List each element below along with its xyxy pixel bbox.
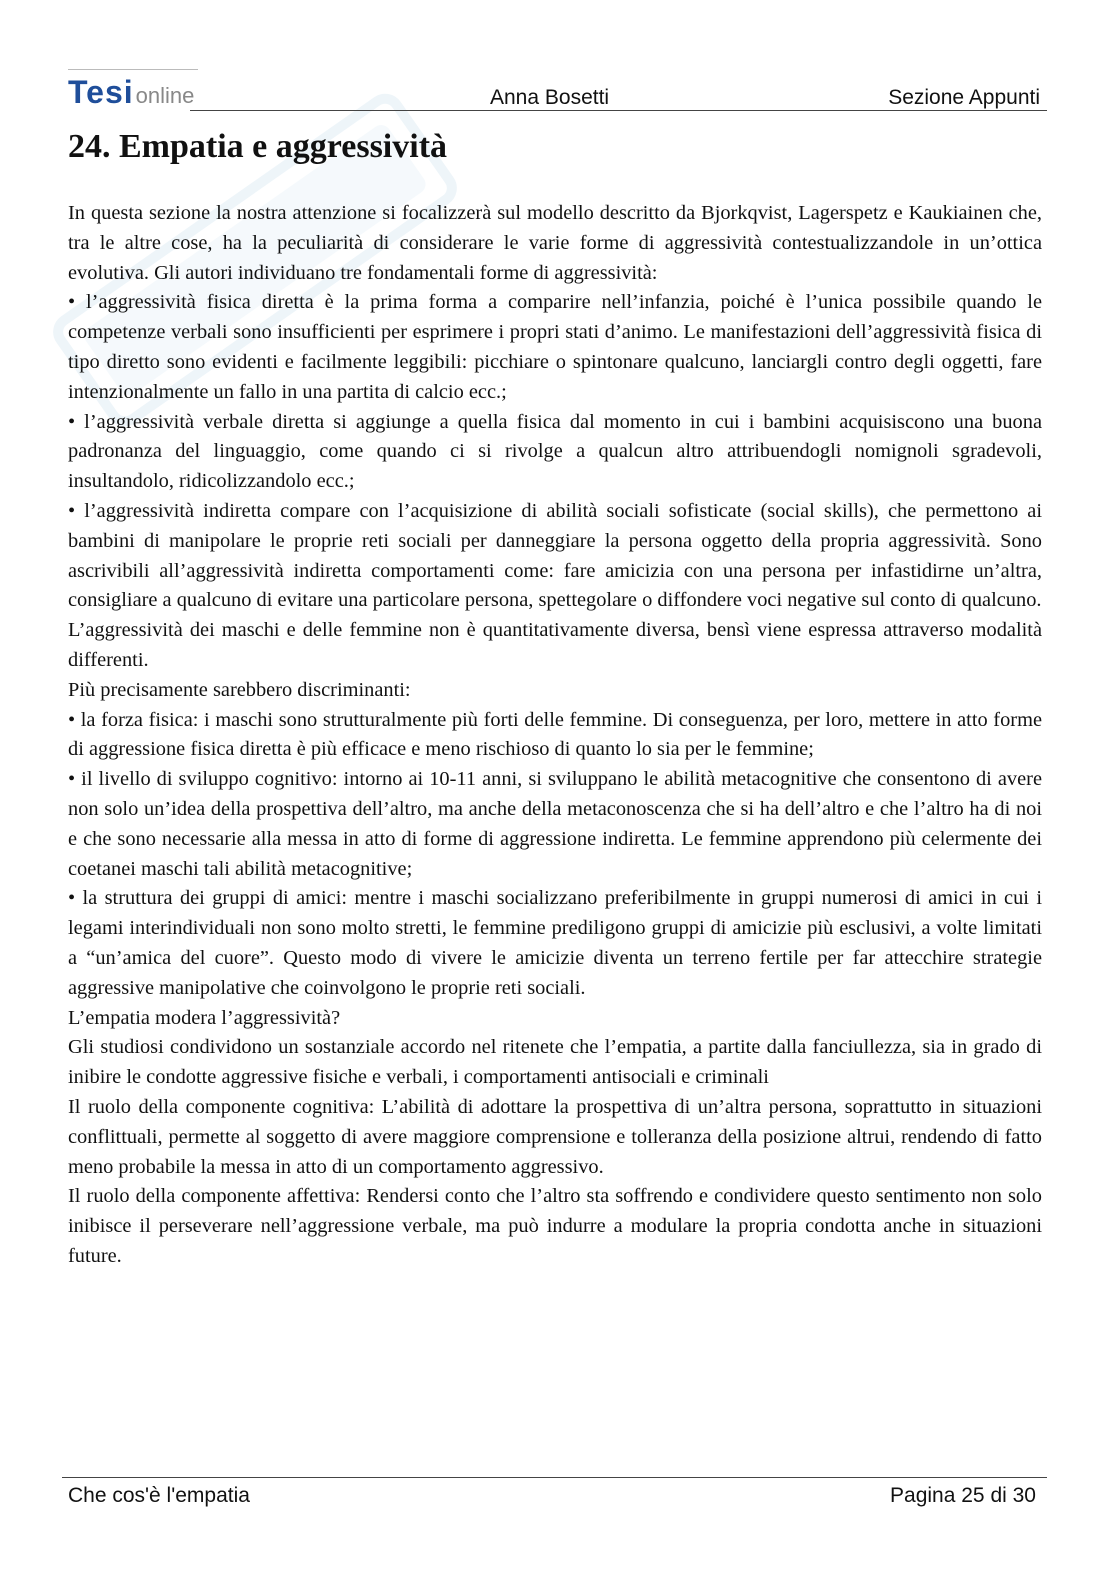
page-title: 24. Empatia e aggressività: [68, 128, 448, 165]
bullet-paragraph: • l’aggressività fisica diretta è la prima forma a comparire nell’infanzia, poiché è l’unica possibile quando le competenze verbali sono insufficienti per esprimere i propri stati d’animo. Le manifestazioni dell’aggressività fisica di tipo diretto sono evidenti e facilmente leggibili: picchiare o spintonare qualcuno, lanciargli contro degli oggetti, fare intenzionalmente un fallo in una partita di calcio ecc.;: [68, 291, 1042, 403]
bullet-paragraph: • la struttura dei gruppi di amici: mentre i maschi socializzano preferibilmente in gruppi numerosi di amici in cui i legami interindividuali non sono molto stretti, le femmine prediligono gruppi di amicizie più esclusivi, a volte limitati a “un’amica del cuore”. Questo modo di vivere le amicizie diventa un terreno fertile per far attecchire strategie aggressive manipolative che coinvolgono le proprie reti sociali.: [68, 887, 1042, 999]
paragraph: Il ruolo della componente affettiva: Rendersi conto che l’altro sta soffrendo e condividere questo sentimento non solo inibisce il perseverare nell’aggressione verbale, ma può indurre a modulare la propria condotta anche in situazioni future.: [68, 1185, 1042, 1267]
footer-document-title: Che cos'è l'empatia: [68, 1484, 250, 1507]
body-text: [68, 199, 1042, 1272]
bullet-paragraph: • la forza fisica: i maschi sono strutturalmente più forti delle femmine. Di conseguenza, per loro, mettere in atto forme di aggressione fisica diretta è più efficace e meno rischioso di quanto lo sia per le femmine;: [68, 708, 1042, 761]
logo-rule: [68, 69, 198, 70]
tesionline-logo: [68, 74, 194, 111]
header-author: Anna Bosetti: [490, 86, 610, 109]
header-section: Sezione Appunti: [888, 86, 1040, 109]
bullet-paragraph: • l’aggressività indiretta compare con l’acquisizione di abilità sociali sofisticate (social skills), che permettono ai bambini di manipolare le proprie reti sociali per danneggiare la persona oggetto della propria aggressività. Sono ascrivibili all’aggressività indiretta comportamenti come: fare amicizia con una persona per infastidirne un’altra, consigliare a qualcuno di evitare una particolare persona, spettegolare o diffondere voci negative sul conto di qualcuno.: [68, 499, 1042, 612]
header-divider: [190, 110, 1047, 111]
footer-page-number: Pagina 25 di 30: [890, 1484, 1036, 1507]
logo-sub-text: online: [135, 83, 195, 108]
logo-main-text: Tesi: [68, 74, 134, 110]
paragraph: Più precisamente sarebbero discriminanti:: [68, 678, 411, 701]
paragraph: L’aggressività dei maschi e delle femmine non è quantitativamente diversa, bensì viene espressa attraverso modalità differenti.: [68, 619, 1042, 671]
paragraph: In questa sezione la nostra attenzione si focalizzerà sul modello descritto da Bjorkqvist, Lagerspetz e Kaukiainen che, tra le altre cose, ha la peculiarità di considerare le varie forme di aggressività contestualizzandole in un’ottica evolutiva. Gli autori individuano tre fondamentali forme di aggressività:: [68, 202, 1042, 284]
footer-divider: [62, 1477, 1047, 1478]
bullet-paragraph: • l’aggressività verbale diretta si aggiunge a quella fisica dal momento in cui i bambini acquisiscono una buona padronanza del linguaggio, come quando ci si rivolge a qualcun altro attribuendogli nomignoli sgradevoli, insultandolo, ridicolizzandolo ecc.;: [68, 410, 1042, 493]
paragraph: L’empatia modera l’aggressività?: [68, 1006, 341, 1029]
paragraph: Gli studiosi condividono un sostanziale accordo nel ritenete che l’empatia, a partite dalla fanciullezza, sia in grado di inibire le condotte aggressive fisiche e verbali, i comportamenti antisociali e criminali: [68, 1036, 1042, 1089]
page-header: [68, 72, 1048, 112]
bullet-paragraph: • il livello di sviluppo cognitivo: intorno ai 10-11 anni, si sviluppano le abilità metacognitive che consentono di avere non solo un’idea della prospettiva dell’altro, ma anche della metaconoscenza che si ha dell’altro e che l’altro ha di noi e che sono necessarie alla messa in atto di forme di aggressione indiretta. Le femmine apprendono più celermente dei coetanei maschi tali abilità metacognitive;: [68, 768, 1042, 880]
paragraph: Il ruolo della componente cognitiva: L’abilità di adottare la prospettiva di un’altra persona, soprattutto in situazioni conflittuali, permette al soggetto di avere maggiore comprensione e tolleranza della posizione altrui, rendendo di fatto meno probabile la messa in atto di un comportamento aggressivo.: [68, 1095, 1042, 1178]
